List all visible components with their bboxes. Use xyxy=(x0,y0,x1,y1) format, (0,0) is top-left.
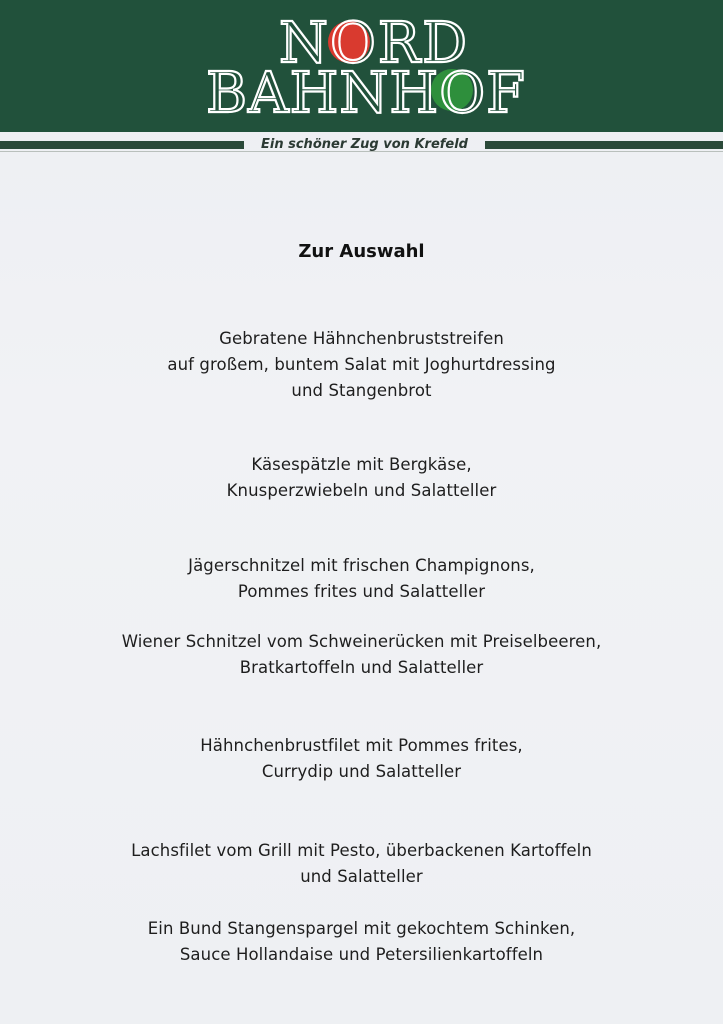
dish-line: Ein Bund Stangenspargel mit gekochtem Schinken, xyxy=(147,919,576,938)
logo-top-text: NORD xyxy=(279,11,469,76)
dish-4 xyxy=(0,629,723,681)
dish-2 xyxy=(0,452,723,504)
nordbahnhof-logo xyxy=(205,6,527,126)
dish-1 xyxy=(0,326,723,404)
dish-line: Hähnchenbrustfilet mit Pommes frites, xyxy=(200,736,523,755)
dish-line: und Salatteller xyxy=(300,867,423,886)
dish-line: Gebratene Hähnchenbruststreifen xyxy=(219,329,504,348)
menu-title: Zur Auswahl xyxy=(298,241,425,262)
dish-line: Currydip und Salatteller xyxy=(261,762,462,781)
dish-line: Käsespätzle mit Bergkäse, xyxy=(251,455,472,474)
logo-bottom-text: BAHNHOF xyxy=(205,61,527,126)
tagline: Ein schöner Zug von Krefeld xyxy=(261,137,468,152)
dish-line: Knusperzwiebeln und Salatteller xyxy=(226,481,497,500)
dish-line: Lachsfilet vom Grill mit Pesto, überbackenen Kartoffeln xyxy=(131,841,592,860)
divider-right xyxy=(485,141,723,149)
header-band xyxy=(0,0,723,132)
dish-line: Wiener Schnitzel vom Schweinerücken mit Preiselbeeren, xyxy=(121,632,602,651)
dish-3 xyxy=(0,553,723,605)
dish-line: und Stangenbrot xyxy=(291,381,432,400)
dish-5 xyxy=(0,733,723,785)
dish-6 xyxy=(0,838,723,890)
dish-line: Bratkartoffeln und Salatteller xyxy=(239,658,484,677)
dish-line: Pommes frites und Salatteller xyxy=(237,582,486,601)
dish-line: auf großem, buntem Salat mit Joghurtdressing xyxy=(167,355,556,374)
dish-line: Sauce Hollandaise und Petersilienkartoffeln xyxy=(179,945,544,964)
dish-7 xyxy=(0,916,723,968)
dish-line: Jägerschnitzel mit frischen Champignons, xyxy=(188,556,535,575)
divider-left xyxy=(0,141,244,149)
